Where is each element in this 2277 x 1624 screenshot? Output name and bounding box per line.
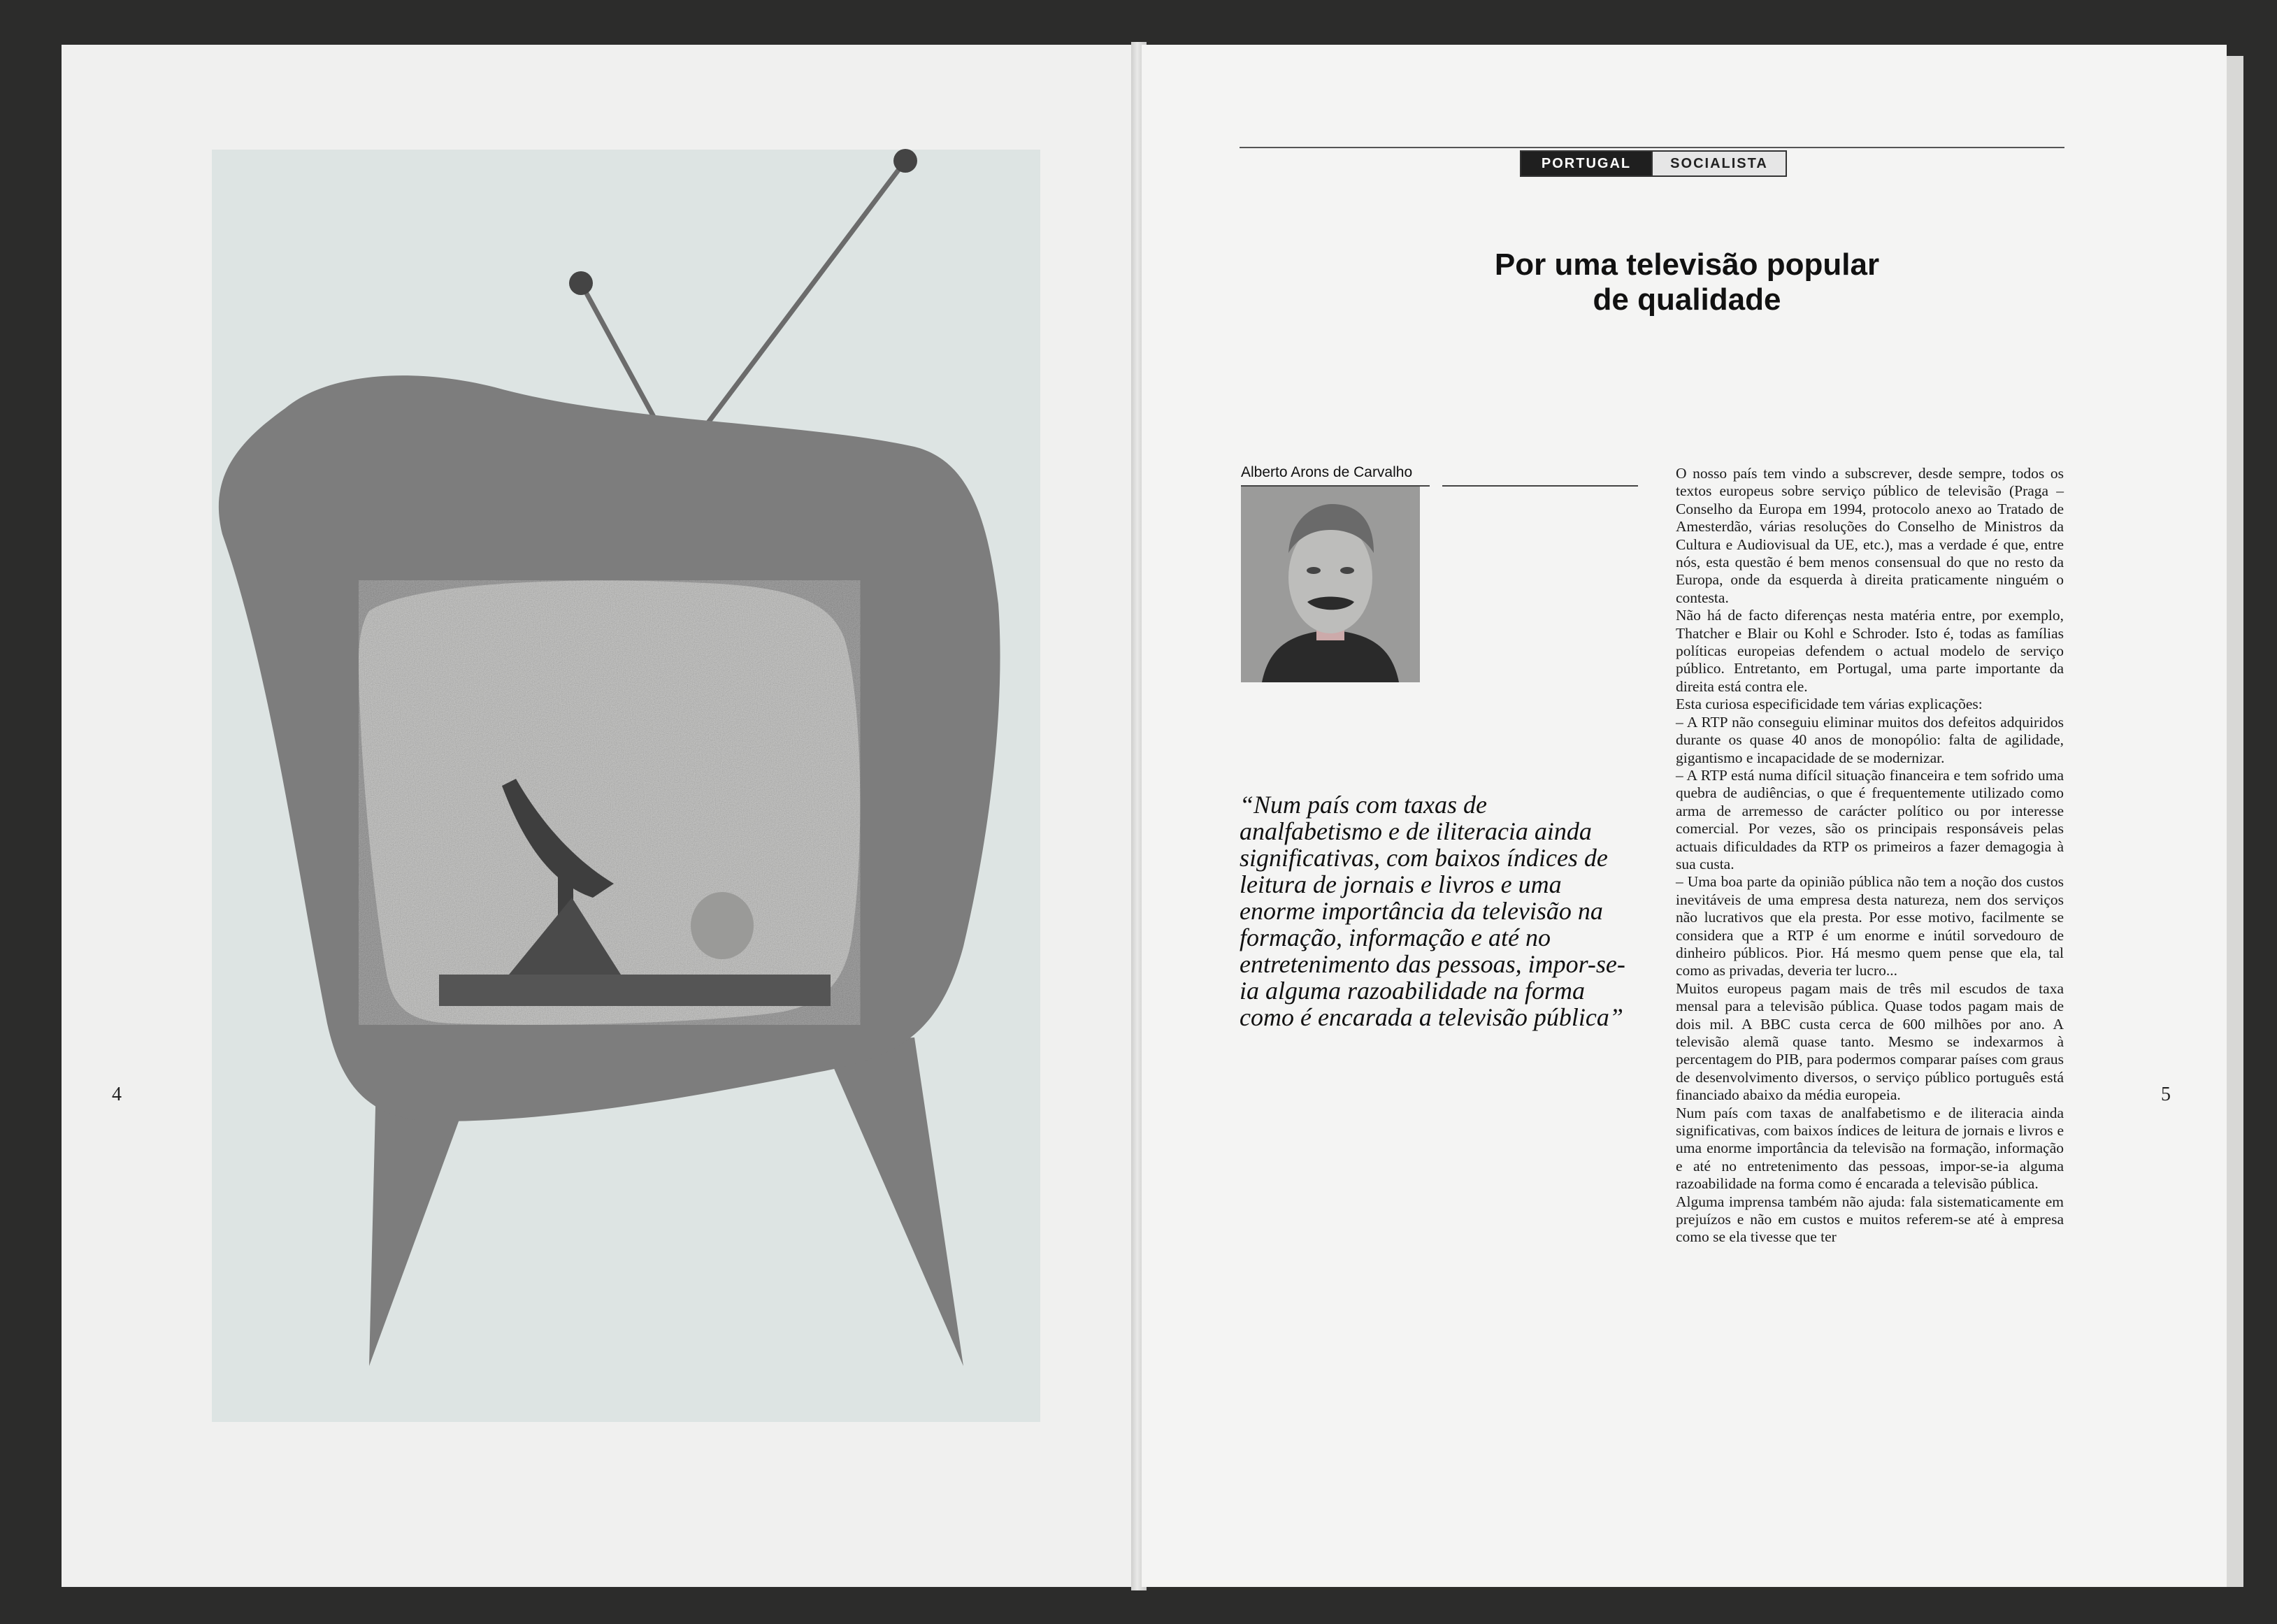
- right-page: [1142, 45, 2227, 1587]
- paragraph: Num país com taxas de analfabetismo e de iliteracia ainda significativas, com baixos índices de leitura de jornais e livros e uma enorme importância da televisão na formação, informação e até no entretenimento das pessoas, impor-se-ia alguma razoabilidade na forma como é encarada a televisão pública.: [1676, 1104, 2064, 1193]
- title-line-2: de qualidade: [1593, 282, 1781, 317]
- column-rule: [1442, 485, 1638, 487]
- page-number-left: 4: [112, 1084, 122, 1105]
- paragraph: Não há de facto diferenças nesta matéria entre, por exemplo, Thatcher e Blair ou Kohl e Schroder. Isto é, todas as famílias políticas europeias defendem o actual modelo de serviço público. Entretanto, em Portugal, uma parte importante da direita está contra ele.: [1676, 607, 2064, 695]
- paragraph: Muitos europeus pagam mais de três mil escudos de taxa mensal para a televisão pública. Quase todos pagam mais de dois mil. A BBC custa cerca de 600 milhões por ano. A televisão alemã quase tanto. Mesmo se indexarmos à percentagem do PIB, para podermos comparar países com graus de desenvolvimento diversos, o serviço público português está financiado abaixo da média europeia.: [1676, 979, 2064, 1104]
- antenna-right-tip: [893, 149, 917, 173]
- title-line-1: Por uma televisão popular: [1494, 247, 1880, 282]
- author-photo: [1241, 487, 1420, 682]
- antenna-left-tip: [569, 271, 593, 295]
- pull-quote: “Num país com taxas de analfabetismo e de iliteracia ainda significativas, com baixos índices de leitura de jornais e livros e uma enorme importância da televisão na formação, informação e até no entretenimento das pessoas, impor-se-ia alguma razoabilidade na forma como é encarada a televisão pública”: [1240, 791, 1625, 1031]
- paragraph: – A RTP está numa difícil situação financeira e tem sofrido uma quebra de audiências, o que é frequentemente utilizado como arma de arremesso de carácter político ou por interesse comercial. Por vezes, são os principais responsáveis pelas actuais dificuldades da RTP os primeiros a fazer demagogia à sua custa.: [1676, 766, 2064, 872]
- header-tab-portugal: PORTUGAL: [1521, 152, 1651, 175]
- paragraph: O nosso país tem vindo a subscrever, desde sempre, todos os textos europeus sobre serviço público de televisão (Praga – Conselho da Europa em 1994, protocolo anexo ao Tratado de Amesterdão, várias resoluções do Conselho de Ministros da Cultura e Audiovisual da UE, etc.), mas a verdade é que, entre nós, esta questão é bem menos consensual do que no resto da Europa, onde da esquerda à direita praticamente ninguém o contesta.: [1676, 465, 2064, 606]
- author-name: Alberto Arons de Carvalho: [1241, 464, 1413, 480]
- header-rule: [1240, 147, 2064, 148]
- paragraph: – Uma boa parte da opinião pública não tem a noção dos custos inevitáveis de uma empresa desta natureza, nem dos serviços não lucrativos que ela presta. Por esse motivo, facilmente se considera que a RTP é um enorme e inútil sorvedouro de dinheiro públicos. Pior. Há mesmo quem pense que ela, tal como as privadas, deveria ter lucro...: [1676, 873, 2064, 979]
- paragraph: – A RTP não conseguiu eliminar muitos dos defeitos adquiridos durante os quase 40 anos de monopólio: falta de agilidade, gigantismo e incapacidade de se modernizar.: [1676, 713, 2064, 766]
- tv-leg-right: [824, 1037, 963, 1366]
- television-illustration: [62, 45, 1135, 1587]
- article-body: [1676, 465, 2064, 1246]
- article-title: [1337, 247, 2037, 317]
- paragraph: Alguma imprensa também não ajuda: fala sistematicamente em prejuízos e não em custos e muitos referem-se até à empresa como se ela tivesse que ter: [1676, 1193, 2064, 1246]
- paragraph: Esta curiosa especificidade tem várias explicações:: [1676, 696, 1983, 713]
- antenna-right: [687, 161, 905, 450]
- left-page: [62, 45, 1135, 1587]
- header-tab-socialista: SOCIALISTA: [1651, 152, 1786, 175]
- tv-leg-left: [369, 1079, 474, 1366]
- section-header: [1520, 150, 1787, 177]
- page-number-right: 5: [2161, 1084, 2171, 1105]
